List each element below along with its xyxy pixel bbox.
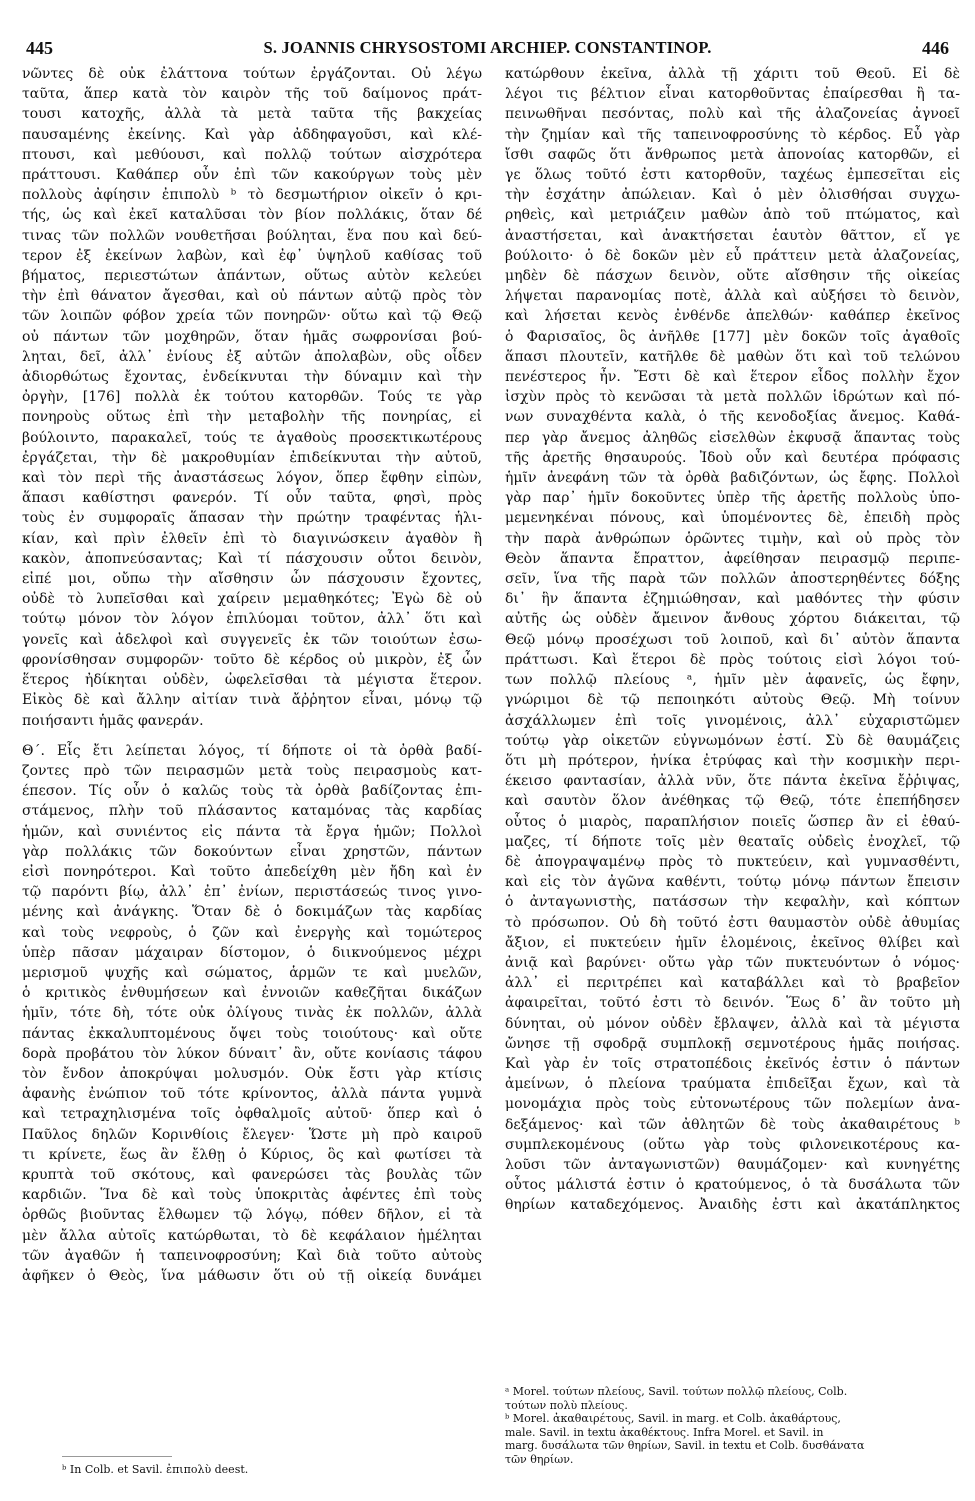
footnote-line: τούτων πολὺ πλείους. <box>505 1398 628 1412</box>
text-line: τὸ πρόσωπον. Οὐ δὴ τοῦτό ἐστι θαυμαστὸν οὐδὲ ἀθυμίας <box>505 914 960 931</box>
footnote-line: marg. δυσάλωτα τῶν θηρίων, Savil. in textu et Colb. δυσθάνατα <box>505 1439 865 1452</box>
text-line: καὶ τὸν περὶ τῆς ἀναστάσεως λόγον, ὅπερ ἔφθην εἰπὼν, <box>22 470 482 487</box>
text-line: θηρίων καταδεχόμενος. Ἀναιδὴς ἐστι καὶ ἀκατάπληκτος <box>505 1197 960 1214</box>
text-line: κακὸν, ἀποπνεύσαντας; Καὶ τί πάσχουσιν οὗτοι δεινὸν, <box>22 550 482 567</box>
text-line: τῶν λοιπῶν φόβον χρεία τῶν πονηρῶν· οὕτω καὶ τῷ Θεῷ <box>22 308 482 325</box>
text-line: δὲ ἀπογραψαμένῳ πρὸς τὸ πυκτεύειν, καὶ γυμνασθέντι, <box>505 853 960 870</box>
text-line: οὗτος μάλιστά ἐστιν ὁ κρατούμενος, ὁ τὰ δυσάλωτα τῶν <box>505 1177 960 1194</box>
text-line: συμπλεκομένους (οὕτω γὰρ τοὺς φιλονεικοτέρους κα- <box>505 1136 960 1153</box>
text-line: ἡμῖν ἀνεφάνη τῶν τὰ ὀρθὰ βαδιζόντων, ὡς ἔφης. Πολλοὶ <box>505 470 960 487</box>
text-line: δι᾽ ἣν ἅπαντα ἐζημιώθησαν, καὶ μαθόντες τὴν φύσιν <box>505 591 960 608</box>
text-line: ὁ κριτικὸς ἐνθυμήσεων καὶ ἐννοιῶν καθεζῆται δικάζων <box>22 985 482 1002</box>
text-line: τούτῳ γὰρ οἰκετῶν εὐγνωμόνων ἐστί. Σὺ δὲ θαυμάζεις <box>505 732 960 749</box>
text-line: κίαν, καὶ πρὶν ἐλθεῖν ἐπὶ τὸ διαγινώσκειν ἀγαθὸν ἢ <box>22 530 482 547</box>
text-line: τὴν παρὰ ἀνθρώπων ὁρῶντες τιμὴν, καὶ οὐ πρὸς τὸν <box>505 530 960 547</box>
text-line: περ γὰρ ἄνεμος ἀληθῶς εἰσελθὼν ἐκφυσᾷ ἅπαντας τοὺς <box>505 429 960 446</box>
text-line: τοὺς ἐν συμφοραῖς ἅπασαν τὴν πρώτην τραφέντας ἡλι- <box>22 510 482 527</box>
text-line: οὗτος ὁ μιαρὸς, παραπλήσιον ποιεῖς ὥσπερ ἂν εἰ ἐθαύ- <box>505 813 960 830</box>
text-line: οὐδὲ τὸ λυπεῖσθαι καὶ χαίρειν μεμαθηκότες; Ἐγὼ δὲ οὐ <box>22 591 482 608</box>
text-line: μεμενηκέναι πόνους, καὶ ὑπομένοντες δὲ, ἐπειδὴ πρὸς <box>505 510 960 527</box>
footnote-line: ᵇ Morel. ἀκαθαιρέτους, Savil. in marg. et Colb. ἀκαθάρτους, <box>505 1412 841 1425</box>
text-line: ὀρθῶς βιοῦντας ἔλθωμεν τῷ λόγῳ, πόθεν δῆλον, εἰ τὰ <box>22 1207 482 1224</box>
footnote-line: τῶν θηρίων. <box>505 1452 574 1466</box>
text-line: καρδιῶν. Ἵνα δὲ καὶ τοὺς ὑποκριτὰς ἀφέντες ἐπὶ τοὺς <box>22 1187 482 1204</box>
text-line: ἀσχάλλωμεν ἐπὶ τοῖς γινομένοις, ἀλλ᾽ εὐχαριστῶμεν <box>505 712 960 729</box>
text-line: πενέστερος ἦν. Ἔστι δὲ καὶ ἕτερον εἶδος πολλὴν ἔχον <box>505 369 960 386</box>
text-line: σεῖν, ἵνα τῆς παρὰ τῶν πολλῶν ἀποστερηθέντες δόξης <box>505 571 960 588</box>
text-line: ζοντες πρὸ τῶν πειρασμῶν μετὰ τοὺς πειρασμοὺς κατ- <box>22 762 482 779</box>
text-line: ἐργάζεται, τὴν δὲ μακροθυμίαν ἐπιδείκνυται τὴν αὐτοῦ, <box>22 449 482 466</box>
text-line: ὤνησε τῇ σφοδρᾷ συμπλοκῇ σεμνοτέρους ἡμᾶς ποιήσας. <box>505 1035 960 1052</box>
text-line: τῶν ἀγαθῶν ἡ ταπεινοφροσύνη; Καὶ διὰ τοῦτο αὐτοὺς <box>22 1247 482 1264</box>
text-line: τῷ παρόντι βίῳ, ἀλλ᾽ ἐπ᾽ ἐνίων, περιστάσεώς τινος γινο- <box>22 884 482 901</box>
text-line: ποιήσαντι ἡμᾶς φανεράν. <box>22 712 204 729</box>
text-line: φρονίσθησαν συμφορῶν· τοῦτο δὲ κέρδος οὐ μικρὸν, ἐξ ὧν <box>22 651 482 668</box>
text-line: έκεισο φαντασίαν, ἀλλὰ νῦν, ὅτε πάντα ἐκεῖνα ἔῤῥιψας, <box>505 773 960 790</box>
text-line: κατώρθουν ἐκεῖνα, ἀλλὰ τῇ χάριτι τοῦ Θεοῦ. Εἰ δὲ <box>505 66 960 82</box>
text-line: εἰπέ μοι, οὔπω τὴν αἴσθησιν ὧν πάσχουσιν ἔχοντες, <box>22 571 482 588</box>
footnote-left: ᵇ In Colb. et Savil. ἐπιπολὺ deest. <box>62 1463 249 1476</box>
text-line: νῶντες δὲ οὐκ ἐλάττονα τούτων ἐργάζονται. Οὐ λέγω <box>22 66 482 82</box>
text-line: Εἰκὸς δὲ καὶ ἄλλην αἰτίαν τινὰ ἄῤῥητον εἶναι, μόνῳ τῷ <box>22 692 482 709</box>
text-line: ὁ ἀνταγωνιστὴς, πατάσσων τὴν κεφαλὴν, καὶ κόπτων <box>505 894 960 911</box>
text-line: καὶ εἰς τὸν ἀγῶνα καθέντι, τούτῳ μόνῳ πάντων ἔπεισιν <box>505 874 960 891</box>
text-line: ὑπὲρ πᾶσαν μάχαιραν δίστομον, ὁ διικνούμενος μέχρι <box>22 944 482 961</box>
footnotes-right <box>505 1385 960 1466</box>
text-line: λέγοι τις βέλτιον εἶναι κατορθοῦντας ἐπαίρεσθαι ἢ τα- <box>505 86 960 103</box>
footnote-line: ᵃ Morel. τούτων πλείους, Savil. τούτων πολλῷ πλείους, Colb. <box>505 1385 848 1398</box>
text-line: έπεσον. Τίς οὖν ὁ καλῶς τοὺς τὰ ὀρθὰ βαδίζοντας ἐπι- <box>22 783 482 800</box>
page-number-right: 446 <box>921 37 949 58</box>
text-line: αὐτῆς ὡς οὐδὲν ἄμεινον ἄνθους χόρτου διάκειται, τῷ <box>505 611 960 628</box>
text-line: μερισμοῦ ψυχῆς καὶ σώματος, ἁρμῶν τε καὶ μυελῶν, <box>22 964 482 981</box>
text-line: στάμενος, πλὴν τοῦ πλάσαντος καταμόνας τὰς καρδίας <box>22 803 482 820</box>
text-line: οὐ πάντων τῶν μοχθηρῶν, ὅταν ἡμᾶς σωφρονίσαι βού- <box>22 328 482 345</box>
text-line: καὶ λήσεται κενὸς ἐνθένδε ἀπελθών· καθάπερ ἐκεῖνος <box>505 308 960 325</box>
text-line: ἡμῶν, καὶ συνιέντος εἰς πάντα τὰ ἔργα ἡμῶν; Πολλοὶ <box>22 823 482 840</box>
right-column <box>505 64 960 1216</box>
text-line: πράττουσι. Καθάπερ οὖν ἐπὶ τῶν κακούργων τοὺς μὲν <box>22 167 482 184</box>
text-line: γὰρ πολλάκις τῶν δοκούντων εἶναι χρηστῶν, πάντων <box>22 843 482 860</box>
text-line: τουσι κατοχῆς, ἀλλὰ τὰ μετὰ ταῦτα τῆς βακχείας <box>22 106 482 123</box>
text-line: ἀφανὴς ἐνώπιον τοῦ τότε κρίνοντος, ἀλλὰ πάντα γυμνὰ <box>22 1086 482 1103</box>
text-line: ἀνιᾷ καὶ βαρύνει· οὕτω γὰρ τῶν πυκτευόντων ὁ νόμος· <box>505 954 960 971</box>
text-line: ἀδιορθώτως ἔχοντας, ἐνδείκνυται τὴν δύναμιν καὶ τὴν <box>22 369 482 386</box>
text-line: ἀμείνων, ὁ πλείονα τραύματα ἐπιδεῖξαι ἔχων, καὶ τὰ <box>505 1076 960 1093</box>
text-line: ταῦτα, ἅπερ κατὰ τὸν καιρὸν τῆς τοῦ δαίμονος πράτ- <box>22 86 482 103</box>
text-line: μένης καὶ ἀνάγκης. Ὅταν δὲ ὁ δοκιμάζων τὰς καρδίας <box>22 904 482 921</box>
text-line: καὶ τετραχηλισμένα τοῖς ὀφθαλμοῖς αὐτοῦ· ὅπερ καὶ ὁ <box>22 1106 482 1123</box>
text-line: ὁ Φαρισαῖος, ὃς ἀνῆλθε [177] μὲν δοκῶν τοῖς ἀγαθοῖς <box>505 328 960 345</box>
text-line: γονεῖς καὶ ἀδελφοὶ καὶ συγγενεῖς ἐκ τῶν τοιούτων ἐσω- <box>22 631 482 648</box>
text-line: κρυπτὰ τοῦ σκότους, καὶ φανερώσει τὰς βουλὰς τῶν <box>22 1166 482 1183</box>
text-line: πτουσι, καὶ μεθύουσι, καὶ πολλῷ τούτων αἰσχρότερα <box>22 146 482 163</box>
text-line: των πολλῷ πλείους ᵃ, ἡμῖν μὲν ἀφανεῖς, ὡς ἔφην, <box>505 672 960 689</box>
text-line: γε ὅλως τοῦτό ἐστι κατορθοῦν, ταχέως ἐμπεσεῖται εἰς <box>505 167 960 184</box>
text-line: πεινωθῆναι πεσόντας, πολὺ καὶ τῆς ἀλαζονείας ἀγνοεῖ <box>505 106 960 123</box>
text-line: ὀργὴν, [176] πολλὰ ἐκ τούτου κατορθῶν. Τούς τε γὰρ <box>22 389 482 406</box>
text-line: βούλοιτο· ὁ δὲ δοκῶν μὲν εὖ πράττειν μετὰ ἀλαζονείας, <box>505 247 960 264</box>
text-line: ληται, δεῖ, ἀλλ᾽ ἐνίους ἐξ αὐτῶν ἀπολαβὼν, οὓς οἶδεν <box>22 348 482 365</box>
page-number-left: 445 <box>26 37 53 58</box>
text-line: ἀλλ᾽ εἰ περιτρέπει καὶ καταβάλλει καὶ τὸ βραβεῖον <box>505 975 960 992</box>
text-line: γνώριμοι δὲ τῷ πεποιηκότι αὐτοὺς Θεῷ. Μὴ τοίνυν <box>505 692 960 709</box>
text-line: Θ΄. Εἷς ἔτι λείπεται λόγος, τί δήποτε οἱ τὰ ὀρθὰ βαδί- <box>22 742 482 759</box>
text-line: μηδὲν δὲ πάσχων δεινὸν, οὔτε αἴσθησιν τῆς οἰκείας <box>505 268 960 285</box>
text-line: λοῦσι τῶν ἀνταγωνιστῶν) θαυμάζομεν· καὶ κυνηγέτης <box>505 1156 960 1173</box>
text-line: μονομάχια πρὸς τοὺς εὐτονωτέρους τῶν πολεμίων ἀνα- <box>505 1096 960 1113</box>
text-line: τής, ὡς καὶ ἐκεῖ καταλῦσαι τὸν βίον πολλάκις, ὅταν δέ <box>22 207 482 224</box>
footnote-rule <box>62 1456 172 1457</box>
footnote-line: male. Savil. in textu ἀκαθέκτους. Infra Morel. et Savil. in <box>505 1425 824 1439</box>
text-line: καὶ σαυτὸν ὅλον ἀνέθηκας τῷ Θεῷ, τότε ἐπεπήδησεν <box>505 793 960 810</box>
text-line: πολλοὺς ἀφίησιν ἐπιπολὺ ᵇ τὸ δεσμωτήριον οἰκεῖν ὁ κρι- <box>22 187 482 204</box>
text-line: πράττωσι. Καὶ ἕτεροι δὲ πρὸς τούτοις εἰσὶ λόγοι τού- <box>505 651 960 668</box>
text-line: Θεὸν ἅπαντα ἔπραττον, ἀφείθησαν πειρασμῷ περιπε- <box>505 550 960 567</box>
text-line: δορὰ προβάτου τὸν λύκον δύναιτ᾽ ἂν, οὔτε κονίασις τάφου <box>22 1045 482 1062</box>
text-line: ἰσχὺν πρὸς τὸ κενῶσαι τὰ μετὰ πολλῶν ἱδρώτων καὶ πό- <box>505 389 960 406</box>
text-line: ἄξιον, εἰ πυκτεύειν ἡμῖν ἑλομένοις, ἐκεῖνος θλίβει καὶ <box>505 934 960 951</box>
text-line: τερον ἐξ ἐκείνων λαβὼν, καὶ ἐφ᾽ ὑψηλοῦ καθίσας τοῦ <box>22 247 482 264</box>
text-line: γὰρ παρ᾽ ἡμῖν δοκοῦντες ὑπὲρ τῆς ἀρετῆς πολλοὺς ὑπο- <box>505 490 960 507</box>
text-line: Θεῷ μόνῳ προσέχωσι τοῦ λοιποῦ, καὶ δι᾽ αὐτὸν ἅπαντα <box>505 631 960 648</box>
text-line: πονηροὺς οὕτως ἐπὶ τὴν μεταβολὴν τῆς πονηρίας, εἰ <box>22 409 482 426</box>
text-line: τῆς ἀρετῆς θησαυρούς. Ἰδοὺ οὖν καὶ δευτέρα πρόφασις <box>505 449 960 466</box>
text-line: τι κρίνετε, ἕως ἂν ἔλθῃ ὁ Κύριος, ὃς καὶ φωτίσει τὰ <box>22 1146 482 1163</box>
text-line: βήματος, περιεστώτων ἁπάντων, οὕτως αὐτὸν κελεύει <box>22 268 482 285</box>
running-header <box>26 34 949 62</box>
text-line: πάντας ἐκκαλυπτομένους ὄψει τοὺς τοιούτους· καὶ οὔτε <box>22 1025 482 1042</box>
paragraph-gap <box>22 731 482 741</box>
text-line: λήψεται παρανομίας ποτὲ, ἀλλὰ καὶ αὐξήσει τὸ δεινὸν, <box>505 288 960 305</box>
text-line: τινας τῶν πολλῶν νουθετῆσαι βούληται, ἕνα που καὶ δεύ- <box>22 227 482 244</box>
text-line: τὴν ζημίαν καὶ τῆς ταπεινοφροσύνης τὸ κέρδος. Εὖ γὰρ <box>505 126 960 143</box>
left-column <box>22 64 482 1286</box>
text-line: μαζες, τί δήποτε τοῖς μὲν θεαταῖς οὐδεὶς ἐνοχλεῖ, τῷ <box>505 833 960 850</box>
text-line: τὸν ἔνδον ἀποκρύψαι μολυσμόν. Οὐκ ἔστι γὰρ κτίσις <box>22 1065 482 1082</box>
text-line: ἕτερος ἠδίκηται οὐδὲν, ὠφελεῖσθαι τὰ μέγιστα ἕτερον. <box>22 672 482 689</box>
text-line: ἅπασι πλουτεῖν, κατῆλθε δὲ μαθὼν ὅτι καὶ τοῦ τελώνου <box>505 348 960 365</box>
text-line: ἀφῆκεν ὁ Θεὸς, ἵνα μάθωσιν ὅτι οὐ τῇ οἰκείᾳ δυνάμει <box>22 1267 482 1284</box>
text-line: ἴσθι σαφῶς ὅτι ἄνθρωπος μετὰ ἀπονοίας κατορθῶν, εἰ <box>505 146 960 163</box>
text-line: μὲν ἄλλα αὐτοῖς κατώρθωται, τὸ δὲ κεφάλαιον ἡμέληται <box>22 1227 482 1244</box>
text-line: ρηθεὶς, καὶ μετριάζειν μαθὼν ἀπὸ τοῦ πτώματος, καὶ <box>505 207 960 224</box>
text-line: ἅπασι καθίστησι φανερόν. Τί οὖν ταῦτα, φησὶ, πρὸς <box>22 490 482 507</box>
running-title: S. JOANNIS CHRYSOSTOMI ARCHIEP. CONSTANTINOP. <box>263 38 712 57</box>
text-line: δεξάμενος· καὶ τῶν ἀθλητῶν δὲ τοὺς ἀκαθαιρέτους ᵇ <box>505 1116 960 1133</box>
text-line: εἰσὶ πονηρότεροι. Καὶ τοῦτο ἀπεδείχθη μὲν ἤδη καὶ ἐν <box>22 863 482 880</box>
text-line: τὴν ἐπὶ θάνατον ἄγεσθαι, καὶ οὐ πάντων αὐτῷ πρὸς τὸν <box>22 288 482 305</box>
text-line: ἀφαιρεῖται, τοῦτό ἐστι τὸ δεινόν. Ἕως δ᾽ ἂν τοῦτο μὴ <box>505 995 960 1012</box>
text-line: τὴν ἐσχάτην ἀπώλειαν. Καὶ ὁ μὲν ὀλισθήσαι συγχω- <box>505 187 960 204</box>
text-line: τούτῳ μόνον τὸν λόγον ἐπιλύομαι τοῦτον, ἀλλ᾽ ὅτι καὶ <box>22 611 482 628</box>
text-line: βούλοιντο, παρακαλεῖ, τούς τε ἀγαθοὺς προσεκτικωτέρους <box>22 429 482 446</box>
text-line: παυσαμένης ἐκείνης. Καὶ γὰρ ἀδδηφαγοῦσι, καὶ κλέ- <box>22 126 482 143</box>
text-line: καὶ τοὺς νεφροὺς, ὁ ζῶν καὶ ἐνεργὴς καὶ τομώτερος <box>22 924 482 941</box>
text-line: ἡμῖν, τότε δὴ, τότε οὐκ ὀλίγους τινὰς ἐκ πολλῶν, ἀλλὰ <box>22 1005 482 1022</box>
text-line: Παῦλος δηλῶν Κορινθίοις ἔλεγεν· Ὥστε μὴ πρὸ καιροῦ <box>22 1126 482 1143</box>
text-line: νων συναχθέντα καλὰ, ὁ τῆς κενοδοξίας ἄνεμος. Καθά- <box>505 409 960 426</box>
text-line: Καὶ γὰρ ἐν τοῖς στρατοπέδοις ἐκεῖνός ἐστιν ὁ πάντων <box>505 1055 960 1072</box>
text-line: ἀναστήσεται, καὶ ἀνακτήσεται ἑαυτὸν θᾶττον, εἴ γε <box>505 227 960 244</box>
text-line: ὅτι μὴ πρότερον, ἡνίκα ἐτρύφας καὶ τὴν κοσμικὴν περι- <box>505 752 960 769</box>
text-line: δύνηται, οὐ μόνον οὐδὲν ἔβλαψεν, ἀλλὰ καὶ τὰ μέγιστα <box>505 1015 960 1032</box>
